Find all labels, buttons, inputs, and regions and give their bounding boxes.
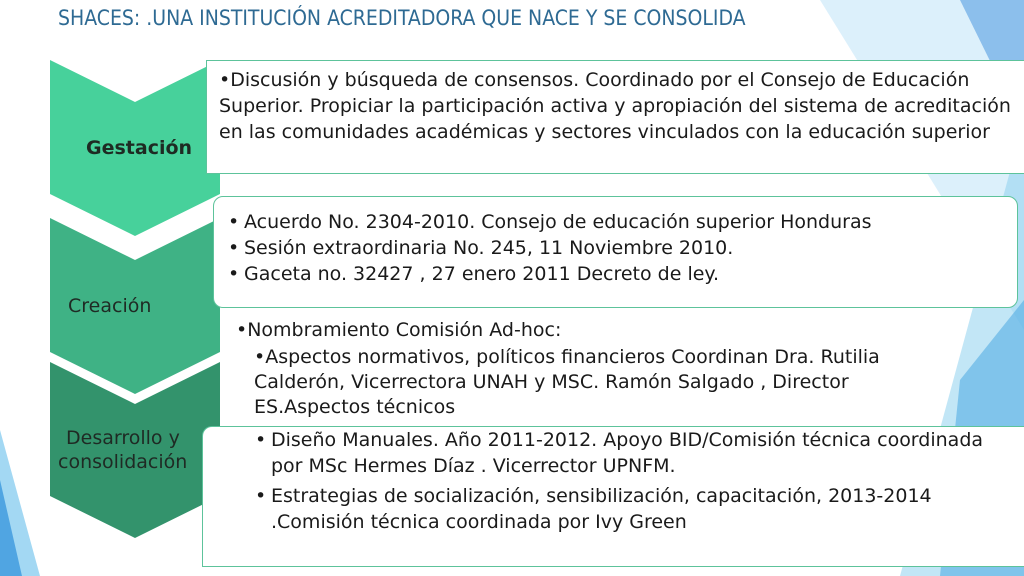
stage-box-creacion [213, 196, 1018, 308]
list-item: • Sesión extraordinaria No. 245, 11 Noviembre 2010. [226, 235, 1017, 261]
stage-label-desarrollo-line1: Desarrollo y [66, 427, 180, 449]
list-item: • Gaceta no. 32427 , 27 enero 2011 Decreto de ley. [226, 261, 1017, 287]
stage-box-gestacion [206, 60, 1024, 174]
list-item: • Diseño Manuales. Año 2011-2012. Apoyo BID/Comisión técnica coordinada por MSc Hermes Díaz . Vicerrector UPNFM. [253, 427, 1003, 479]
stage-box-desarrollo [202, 426, 1024, 567]
comision-heading: •Nombramiento Comisión Ad-hoc: [236, 319, 562, 341]
list-item: • Estrategias de socialización, sensibilización, capacitación, 2013-2014 .Comisión técnica coordinada por Ivy Green [253, 483, 1003, 535]
page-title: SHACES: .UNA INSTITUCIÓN ACREDITADORA QUE NACE Y SE CONSOLIDA [58, 6, 746, 30]
stage-label-desarrollo-line2: consolidación [58, 451, 188, 473]
stage-label-creacion: Creación [68, 295, 152, 317]
desarrollo-list [253, 427, 1003, 535]
list-item: • Acuerdo No. 2304-2010. Consejo de educación superior Honduras [226, 209, 1017, 235]
comision-subheading: •Aspectos normativos, políticos financieros Coordinan Dra. Rutilia Calderón, Vicerrectora UNAH y MSC. Ramón Salgado , Director ES.Aspectos técnicos [254, 346, 880, 418]
stage-label-gestacion: Gestación [86, 137, 193, 159]
stage-text-gestacion: •Discusión y búsqueda de consensos. Coordinado por el Consejo de Educación Superior. Propiciar la participación activa y apropiación del sistema de acreditación en las comunidades académicas y sectores vinculados con la educación superior [219, 69, 1011, 143]
creacion-list [226, 209, 1017, 287]
stage-label-desarrollo [58, 426, 187, 474]
